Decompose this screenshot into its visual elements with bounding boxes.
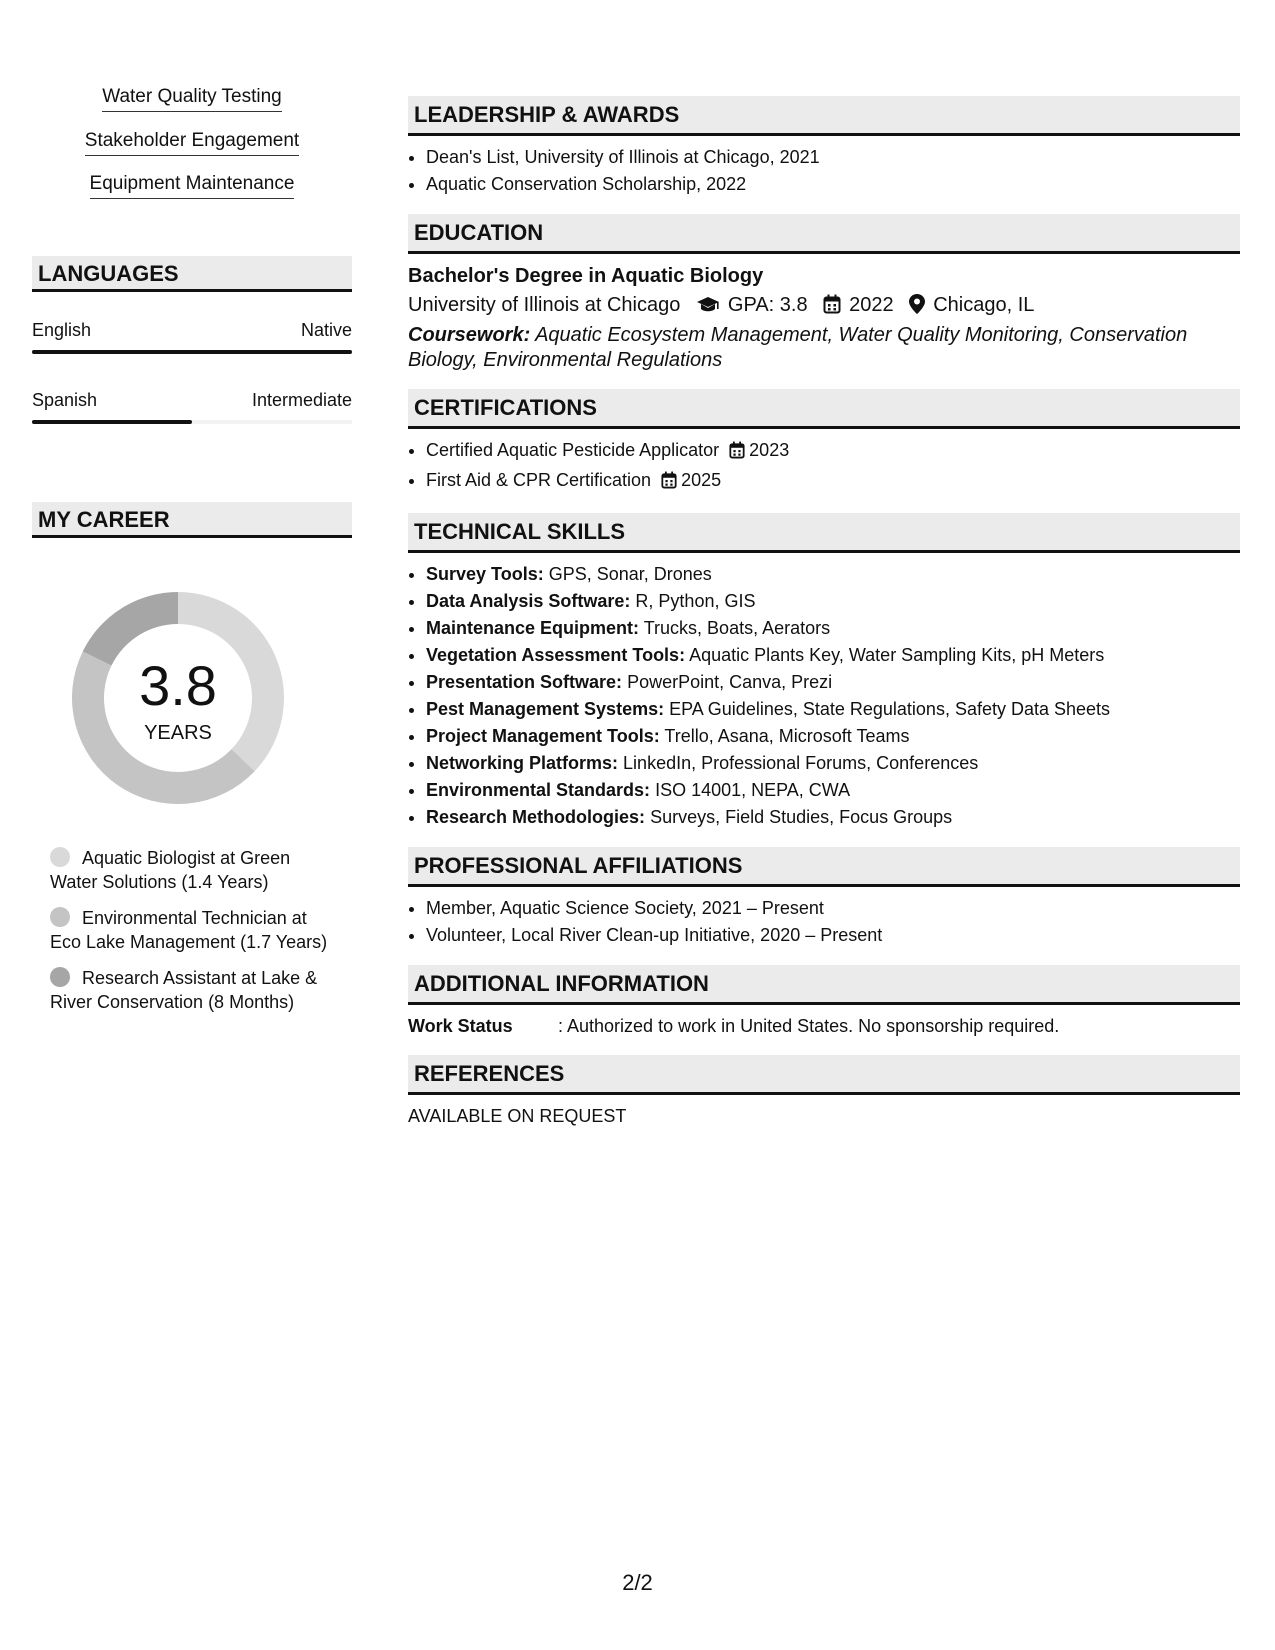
section-heading: LEADERSHIP & AWARDS — [408, 96, 1240, 136]
skill-value: PowerPoint, Canva, Prezi — [627, 672, 833, 692]
language-name: Spanish — [32, 390, 98, 410]
affiliations-section — [408, 847, 1240, 949]
skill-label: Research Methodologies: — [426, 807, 646, 827]
calendar-icon — [729, 440, 745, 467]
references-section — [408, 1055, 1240, 1129]
section-heading: CERTIFICATIONS — [408, 389, 1240, 429]
skill-label: Vegetation Assessment Tools: — [426, 645, 686, 665]
skill-value: Trucks, Boats, Aerators — [643, 618, 831, 638]
career-legend — [50, 846, 330, 1026]
donut-center — [66, 586, 290, 810]
career-label: Aquatic Biologist at Green Water Solutions (1.4 Years) — [50, 848, 291, 892]
career-legend-item — [50, 966, 330, 1014]
language-bar-fill — [32, 350, 352, 354]
skill-tag: Equipment Maintenance — [32, 173, 352, 199]
skill-tag: Water Quality Testing — [32, 86, 352, 112]
career-total: 3.8 — [139, 654, 217, 717]
legend-dot — [50, 847, 70, 867]
location: Chicago, IL — [933, 294, 1035, 316]
skill-label: Survey Tools: — [426, 564, 544, 584]
graduation-cap-icon — [696, 293, 720, 323]
list-item — [426, 467, 1240, 497]
coursework-text: Aquatic Ecosystem Management, Water Quality Monitoring, Conservation Biology, Environmental Regulations — [408, 324, 1188, 371]
affiliations-list — [408, 895, 1240, 949]
career-legend-item — [50, 846, 330, 894]
list-item — [426, 669, 1240, 696]
language-bar — [32, 350, 352, 354]
list-item: • Volunteer, Local River Clean-up Initiative, 2020 – Present — [426, 922, 1240, 949]
list-item — [426, 777, 1240, 804]
skill-label: Data Analysis Software: — [426, 591, 631, 611]
map-pin-icon — [909, 293, 925, 323]
list-item — [426, 696, 1240, 723]
list-item — [426, 588, 1240, 615]
skill-label: Project Management Tools: — [426, 726, 660, 746]
skill-value: Trello, Asana, Microsoft Teams — [664, 726, 910, 746]
education-details — [408, 290, 1240, 323]
list-item — [426, 804, 1240, 831]
career-donut-chart — [66, 586, 290, 810]
skill-value: ISO 14001, NEPA, CWA — [655, 780, 851, 800]
main-column — [408, 96, 1240, 1145]
language-bar — [32, 420, 352, 424]
work-status-label: Work Status — [408, 1016, 513, 1036]
list-item: • Member, Aquatic Science Society, 2021 – Present — [426, 895, 1240, 922]
language-name: English — [32, 320, 92, 340]
language-bar-fill — [32, 420, 192, 424]
work-status — [408, 1013, 1240, 1039]
career-label: Environmental Technician at Eco Lake Management (1.7 Years) — [50, 908, 328, 952]
certifications-section — [408, 389, 1240, 497]
gpa: GPA: 3.8 — [727, 294, 808, 316]
certifications-list — [408, 437, 1240, 497]
skill-value: Surveys, Field Studies, Focus Groups — [650, 807, 953, 827]
calendar-icon — [661, 470, 677, 497]
skill-label: Networking Platforms: — [426, 753, 619, 773]
list-item — [426, 750, 1240, 777]
section-heading: PROFESSIONAL AFFILIATIONS — [408, 847, 1240, 887]
technical-skills-list — [408, 561, 1240, 831]
section-heading: TECHNICAL SKILLS — [408, 513, 1240, 553]
certification-year: 2025 — [681, 470, 722, 490]
career-unit: YEARS — [144, 722, 212, 744]
skill-value: LinkedIn, Professional Forums, Conferences — [623, 753, 979, 773]
list-item — [426, 561, 1240, 588]
skill-label: Environmental Standards: — [426, 780, 651, 800]
list-item — [426, 723, 1240, 750]
list-item: • Aquatic Conservation Scholarship, 2022 — [426, 171, 1240, 198]
skill-label: Maintenance Equipment: — [426, 618, 640, 638]
degree-title: Bachelor's Degree in Aquatic Biology — [408, 265, 764, 287]
section-heading: EDUCATION — [408, 214, 1240, 254]
work-status-value: : Authorized to work in United States. No sponsorship required. — [558, 1016, 1060, 1036]
section-heading: REFERENCES — [408, 1055, 1240, 1095]
languages-heading: LANGUAGES — [32, 256, 352, 292]
skill-value: GPS, Sonar, Drones — [548, 564, 712, 584]
career-legend-item — [50, 906, 330, 954]
leadership-list — [408, 144, 1240, 198]
certification-year: 2023 — [749, 440, 790, 460]
graduation-year: 2022 — [849, 294, 894, 316]
technical-skills-section — [408, 513, 1240, 831]
career-heading: MY CAREER — [32, 502, 352, 538]
section-heading: ADDITIONAL INFORMATION — [408, 965, 1240, 1005]
career-label: Research Assistant at Lake & River Conservation (8 Months) — [50, 968, 318, 1012]
calendar-icon — [823, 293, 841, 323]
skill-label: Pest Management Systems: — [426, 699, 665, 719]
language-level: Intermediate — [251, 390, 352, 410]
legend-dot — [50, 907, 70, 927]
coursework — [408, 323, 1240, 373]
language-level: Native — [300, 320, 352, 340]
leadership-section — [408, 96, 1240, 198]
skill-tag: Stakeholder Engagement — [32, 130, 352, 156]
page-number: 2/2 — [622, 1570, 653, 1595]
list-item — [426, 642, 1240, 669]
education-section — [408, 214, 1240, 373]
list-item: • Dean's List, University of Illinois at Chicago, 2021 — [426, 144, 1240, 171]
school-name: University of Illinois at Chicago — [408, 294, 681, 316]
list-item — [426, 615, 1240, 642]
skill-value: R, Python, GIS — [635, 591, 756, 611]
legend-dot — [50, 967, 70, 987]
skill-value: Aquatic Plants Key, Water Sampling Kits, pH Meters — [689, 645, 1105, 665]
coursework-label: Coursework: — [408, 324, 531, 346]
certification-name: Certified Aquatic Pesticide Applicator — [426, 440, 720, 460]
certification-name: First Aid & CPR Certification — [426, 470, 652, 490]
additional-info-section — [408, 965, 1240, 1039]
references-text: AVAILABLE ON REQUEST — [408, 1106, 627, 1126]
skill-value: EPA Guidelines, State Regulations, Safety Data Sheets — [669, 699, 1111, 719]
list-item — [426, 437, 1240, 467]
skill-label: Presentation Software: — [426, 672, 623, 692]
